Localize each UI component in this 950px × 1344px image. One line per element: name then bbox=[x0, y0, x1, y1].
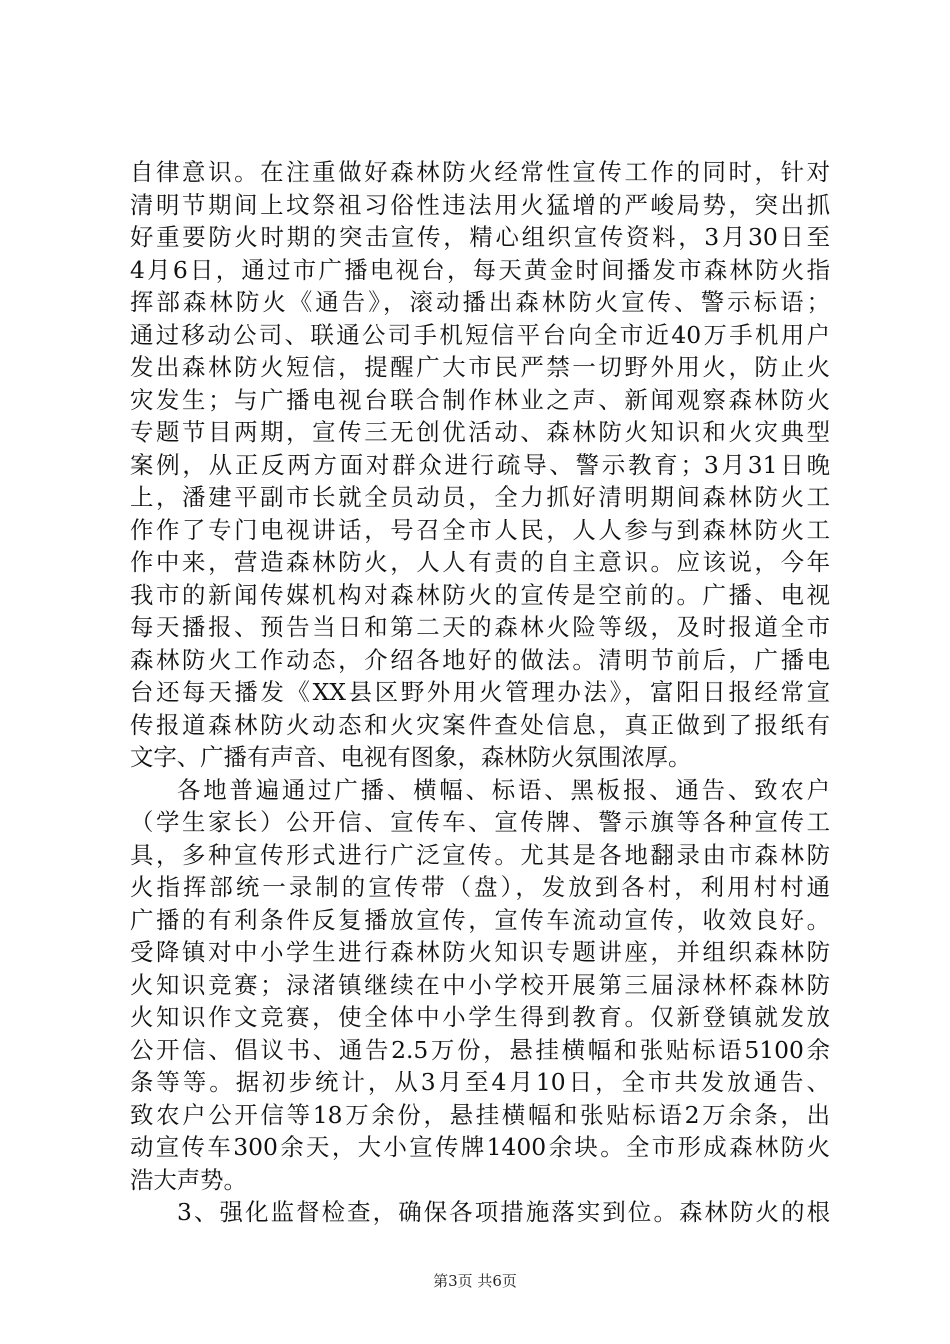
text-line: 挥部森林防火《通告》，滚动播出森林防火宣传、警示标语； bbox=[130, 288, 830, 316]
text-line: 台还每天播发《XX县区野外用火管理办法》，富阳日报经常宣 bbox=[130, 678, 830, 706]
text-line: 动宣传车300余天，大小宣传牌1400余块。全市形成森林防火 bbox=[130, 1133, 830, 1161]
text-line: 自律意识。在注重做好森林防火经常性宣传工作的同时，针对 bbox=[130, 158, 830, 186]
text-line: （学生家长）公开信、宣传车、宣传牌、警示旗等各种宣传工 bbox=[130, 808, 830, 836]
text-line: 4月6日，通过市广播电视台，每天黄金时间播发市森林防火指 bbox=[130, 255, 830, 284]
text-line: 文字、广播有声音、电视有图象，森林防火氛围浓厚。 bbox=[130, 743, 692, 771]
text-line: 专题节目两期，宣传三无创优活动、森林防火知识和火灾典型 bbox=[130, 418, 830, 446]
text-line: 各地普遍通过广播、横幅、标语、黑板报、通告、致农户 bbox=[177, 775, 830, 804]
text-line: 每天播报、预告当日和第二天的森林火险等级，及时报道全市 bbox=[130, 613, 830, 641]
text-line: 通过移动公司、联通公司手机短信平台向全市近40万手机用户 bbox=[130, 320, 830, 349]
text-line: 公开信、倡议书、通告2.5万份，悬挂横幅和张贴标语5100余 bbox=[130, 1035, 830, 1064]
text-line: 3、强化监督检查，确保各项措施落实到位。森林防火的根 bbox=[177, 1198, 830, 1226]
text-line: 条等等。据初步统计，从3月至4月10日，全市共发放通告、 bbox=[130, 1068, 830, 1096]
text-line: 传报道森林防火动态和火灾案件查处信息，真正做到了报纸有 bbox=[130, 710, 830, 739]
text-line: 具，多种宣传形式进行广泛宣传。尤其是各地翻录由市森林防 bbox=[130, 840, 830, 869]
text-line: 发出森林防火短信，提醒广大市民严禁一切野外用火，防止火 bbox=[130, 353, 830, 381]
text-line: 广播的有利条件反复播放宣传，宣传车流动宣传，收效良好。 bbox=[130, 905, 830, 934]
text-line: 作作了专门电视讲话，号召全市人民，人人参与到森林防火工 bbox=[130, 515, 830, 544]
paragraph-3 bbox=[130, 1196, 830, 1229]
paragraph-2 bbox=[130, 774, 830, 1197]
text-line: 森林防火工作动态，介绍各地好的做法。清明节前后，广播电 bbox=[130, 645, 830, 674]
page-number-label: 第3页 共6页 bbox=[433, 1272, 517, 1290]
text-line: 火指挥部统一录制的宣传带（盘），发放到各村，利用村村通 bbox=[130, 873, 830, 901]
text-line: 案例，从正反两方面对群众进行疏导、警示教育；3月31日晚 bbox=[130, 450, 830, 479]
text-line: 我市的新闻传媒机构对森林防火的宣传是空前的。广播、电视 bbox=[130, 580, 830, 609]
text-line: 浩大声势。 bbox=[130, 1165, 247, 1194]
body-text bbox=[130, 156, 830, 1229]
text-line: 受降镇对中小学生进行森林防火知识专题讲座，并组织森林防 bbox=[130, 938, 830, 966]
paragraph-1 bbox=[130, 156, 830, 774]
text-line: 清明节期间上坟祭祖习俗性违法用火猛增的严峻局势，突出抓 bbox=[130, 190, 830, 219]
text-line: 好重要防火时期的突击宣传，精心组织宣传资料，3月30日至 bbox=[130, 223, 830, 251]
text-line: 致农户公开信等18万余份，悬挂横幅和张贴标语2万余条，出 bbox=[130, 1100, 830, 1129]
text-line: 火知识作文竞赛，使全体中小学生得到教育。仅新登镇就发放 bbox=[130, 1003, 830, 1031]
text-line: 上，潘建平副市长就全员动员，全力抓好清明期间森林防火工 bbox=[130, 483, 830, 511]
text-line: 作中来，营造森林防火，人人有责的自主意识。应该说，今年 bbox=[130, 548, 830, 576]
text-line: 火知识竞赛；渌渚镇继续在中小学校开展第三届渌林杯森林防 bbox=[130, 970, 830, 999]
page-footer bbox=[0, 1271, 950, 1291]
text-line: 灾发生；与广播电视台联合制作林业之声、新闻观察森林防火 bbox=[130, 385, 830, 414]
